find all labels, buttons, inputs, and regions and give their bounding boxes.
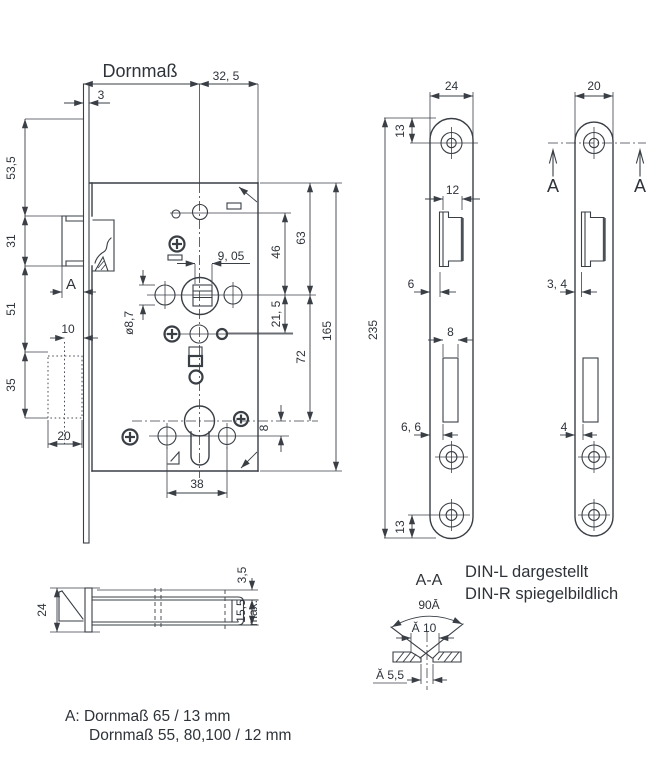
latch-axis-row xyxy=(170,203,291,220)
dia-10-label: Ă 10 xyxy=(411,621,437,635)
dim-38-label: 38 xyxy=(190,477,204,491)
fp24-dim-6: 6 xyxy=(407,277,415,291)
side-view xyxy=(35,566,260,632)
dim-46: 46 xyxy=(269,245,283,259)
dia-5-5-dim xyxy=(373,664,447,684)
fp20-latch-cutout xyxy=(582,212,605,267)
side-dim-3-5: 3,5 xyxy=(235,566,249,584)
dim-53-5: 53,5 xyxy=(4,156,18,180)
side-dim-max: max. xyxy=(246,599,260,627)
fp24-dim-13-top: 13 xyxy=(393,124,407,138)
fp24-dim-6-6: 6, 6 xyxy=(400,420,422,434)
dim-plate-thickness xyxy=(64,88,110,103)
faceplate-20-outline xyxy=(575,122,613,536)
follower xyxy=(147,278,316,315)
side-dim-15-5: 15,5 xyxy=(234,599,248,623)
change-lever xyxy=(189,347,203,384)
fp24-screw-bottom xyxy=(408,499,470,531)
dim-51: 51 xyxy=(4,302,18,316)
side-dims-right xyxy=(234,566,260,626)
fp24-latch-cutout xyxy=(440,212,463,267)
dim-165: 165 xyxy=(320,320,334,342)
din-r-text: DIN-R spiegelbildlich xyxy=(465,585,619,603)
dim-10 xyxy=(50,322,98,338)
dim-dornmass xyxy=(84,61,259,183)
fp24-screw-top xyxy=(410,127,478,159)
side-latch xyxy=(59,591,83,621)
dia-10-dim xyxy=(396,620,454,652)
faceplate-20-view xyxy=(547,79,646,536)
dim-3: 3 xyxy=(97,88,105,102)
dim-dia-8-7-label: ø8,7 xyxy=(122,310,136,336)
dim-20 xyxy=(48,420,82,448)
fp20-screw-bottom xyxy=(578,499,610,531)
dim-8: 8 xyxy=(257,424,271,432)
screw-top xyxy=(170,237,185,252)
latch-bolt xyxy=(62,216,114,271)
fp20-dim-20: 20 xyxy=(587,79,601,93)
cut-label-left: A xyxy=(546,176,560,196)
cut-label-right: A xyxy=(633,176,647,196)
fp24-dim-24: 24 xyxy=(444,79,459,93)
dia-5-5-label: Ă 5,5 xyxy=(375,668,405,682)
dim-32-5: 32, 5 xyxy=(212,69,240,83)
dim-9-05-label: 9, 05 xyxy=(217,249,245,263)
fp24-dims xyxy=(366,79,480,538)
dim-dia-8-7 xyxy=(122,270,155,335)
section-angle: 90Ā xyxy=(418,598,440,612)
dim-right-stack xyxy=(227,183,342,471)
section-cut-marks xyxy=(547,150,646,196)
label-a: A xyxy=(65,276,77,293)
fp20-dim-4: 4 xyxy=(560,420,568,434)
dim-20-label: 20 xyxy=(57,429,71,443)
dim-35: 35 xyxy=(4,378,18,392)
fp24-dim-8: 8 xyxy=(447,325,454,339)
note-line-2: Dornmaß 55, 80,100 / 12 mm xyxy=(89,727,292,744)
dim-21-5: 21, 5 xyxy=(269,300,283,328)
dim-72: 72 xyxy=(294,350,308,364)
fp24-dim-235: 235 xyxy=(366,319,380,341)
dim-left-chain xyxy=(4,119,84,418)
hook-mark xyxy=(168,452,179,464)
fp20-deadbolt-cutout xyxy=(583,358,598,422)
screw-bottom-left xyxy=(123,430,138,445)
slot-upper xyxy=(168,255,182,260)
din-l-text: DIN-L dargestellt xyxy=(465,563,589,581)
dim-10-label: 10 xyxy=(61,322,75,336)
dim-31: 31 xyxy=(4,234,18,248)
side-dim-24: 24 xyxy=(35,603,49,617)
fp24-deadbolt-cutout xyxy=(443,358,458,422)
fp24-screw-mid xyxy=(435,441,468,473)
section-title: A-A xyxy=(415,572,443,589)
dim-9-05 xyxy=(177,249,250,284)
note-line-1: A: Dornmaß 65 / 13 mm xyxy=(65,708,231,725)
main-view xyxy=(4,61,342,543)
screw-bottom-right xyxy=(234,412,248,426)
side-faceplate xyxy=(85,588,92,632)
fp20-dim-3-4: 3, 4 xyxy=(546,277,568,291)
fp20-screw-mid xyxy=(578,441,610,473)
dim-63: 63 xyxy=(294,231,308,245)
faceplate-edge xyxy=(84,84,90,543)
fp24-dim-12: 12 xyxy=(445,183,460,197)
section-aa-detail xyxy=(373,572,463,690)
euro-cylinder xyxy=(132,406,318,465)
dornmass-title: Dornmaß xyxy=(102,61,178,81)
faceplate-24-view xyxy=(366,79,480,539)
fp20-screw-top xyxy=(548,127,646,159)
fp24-dim-13-bottom: 13 xyxy=(393,520,407,534)
